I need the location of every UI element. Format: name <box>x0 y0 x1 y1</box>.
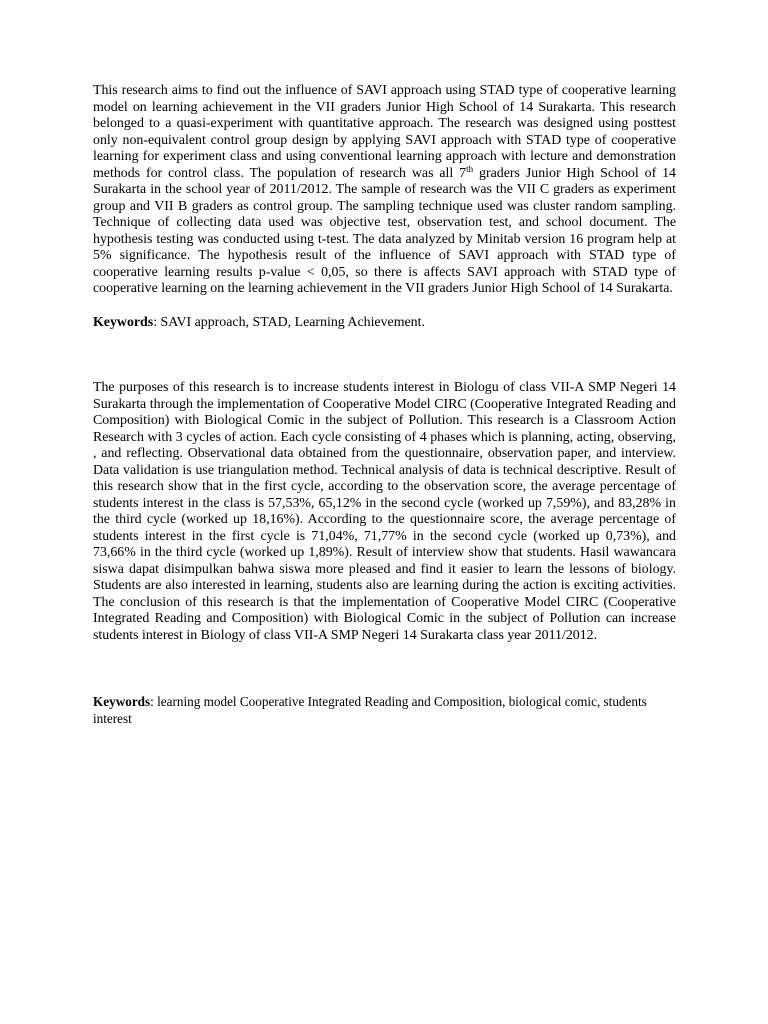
abstract-circ-comic <box>93 380 676 644</box>
abstract-circ-text: The purposes of this research is to increase students interest in Biologu of class VII-A SMP Negeri 14 Surakarta through the implementation of Cooperative Model CIRC (Cooperative Integrated Reading and Composition) with Biological Comic in the subject of Pollution. This research is a Classroom Action Research with 3 cycles of action. Each cycle consisting of 4 phases which is planning, acting, observing, , and reflecting. Observational data obtained from the questionnaire, observation paper, and interview. Data validation is use triangulation method. Technical analysis of data is technical descriptive. Result of this research show that in the first cycle, according to the observation score, the average percentage of students interest in the class is 57,53%, 65,12% in the second cycle (worked up 7,59%), and 83,28% in the third cycle (worked up 18,16%). According to the questionnaire score, the average percentage of students interest in the first cycle is 71,04%, 71,77% in the second cycle (worked up 0,73%), and 73,66% in the third cycle (worked up 1,89%). Result of interview show that students. Hasil wawancara siswa dapat disimpulkan bahwa siswa more pleased and find it easier to learn the lessons of biology. Students are also interested in learning, students also are learning during the action is exciting activities. The conclusion of this research is that the implementation of Cooperative Model CIRC (Cooperative Integrated Reading and Composition) with Biological Comic in the subject of Pollution can increase students interest in Biology of class VII-A SMP Negeri 14 Surakarta class year 2011/2012. <box>93 380 676 643</box>
keywords-list: : SAVI approach, STAD, Learning Achievement. <box>153 314 425 330</box>
abstract-savi-stad <box>93 83 676 298</box>
document-page <box>93 83 676 727</box>
keywords-list: : learning model Cooperative Integrated Reading and Composition, biological comic, students interest <box>93 694 647 726</box>
ordinal-superscript: th <box>466 163 474 174</box>
keywords-label: Keywords <box>93 694 151 709</box>
keywords-circ-comic <box>93 693 658 727</box>
keywords-label: Keywords <box>93 314 154 330</box>
abstract-savi-text-part2: graders Junior High School of 14 Surakarta in the school year of 2011/2012. The sample of research was the VII C graders as experiment group and VII B graders as control group. The sampling technique used was cluster random sampling. Technique of collecting data used was objective test, observation test, and school document. The hypothesis testing was conducted using t-test. The data analyzed by Minitab version 16 program help at 5% significance. The hypothesis result of the influence of SAVI approach with STAD type of cooperative learning results p-value < 0,05, so there is affects SAVI approach with STAD type of cooperative learning on the learning achievement in the VII graders Junior High School of 14 Surakarta. <box>93 165 676 296</box>
abstract-savi-text-part1: This research aims to find out the influence of SAVI approach using STAD type of cooperative learning model on learning achievement in the VII graders Junior High School of 14 Surakarta. This research belonged to a quasi-experiment with quantitative approach. The research was designed using posttest only non-equivalent control group design by applying SAVI approach with STAD type of cooperative learning for experiment class and using conventional learning approach with lecture and demonstration methods for control class. The population of research was all 7 <box>93 83 676 181</box>
keywords-savi-stad <box>93 315 676 332</box>
